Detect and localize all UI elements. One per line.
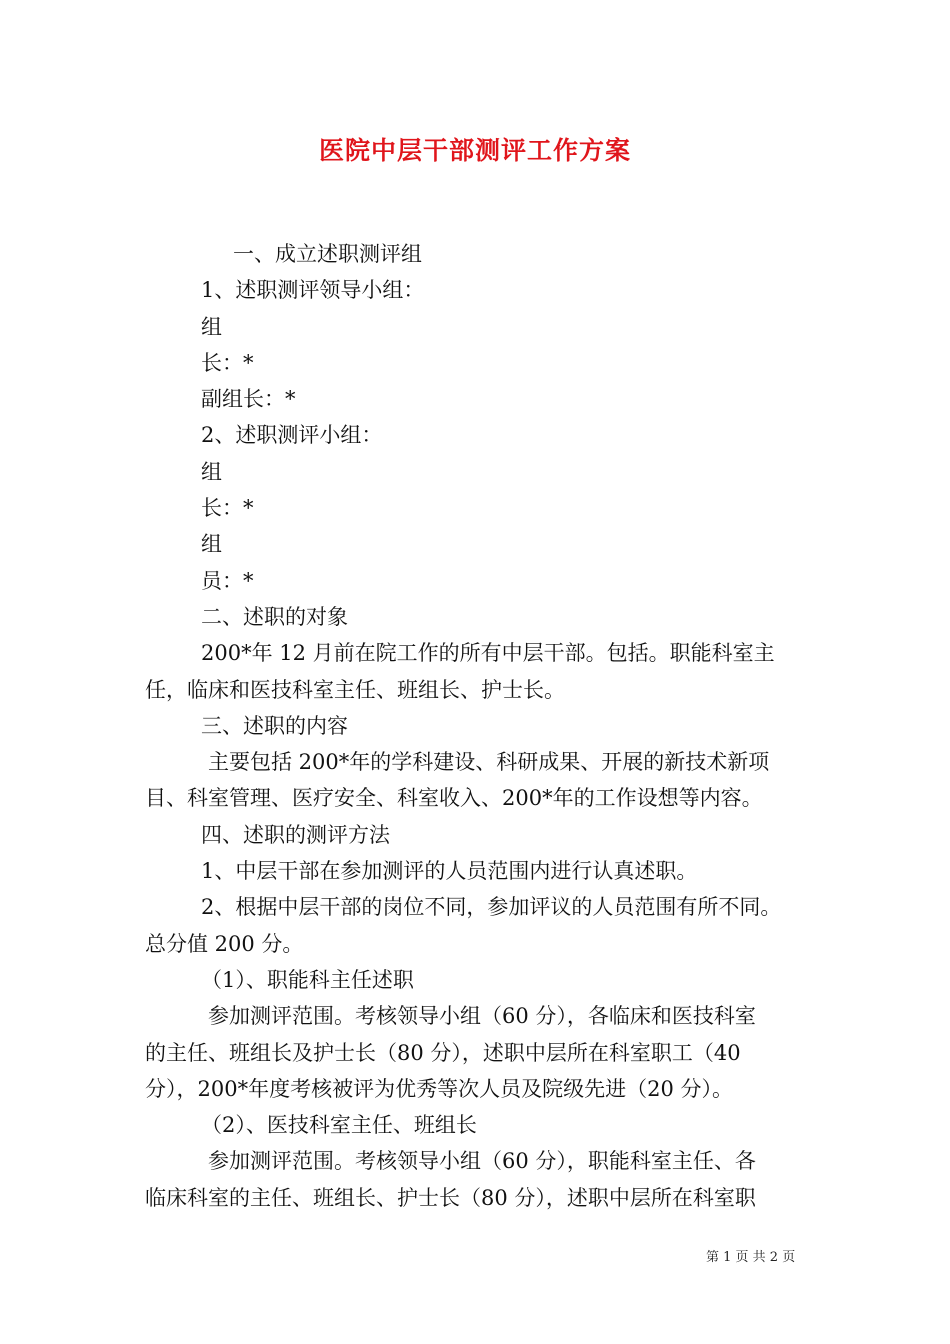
paragraph-line: 长：* — [201, 496, 254, 521]
paragraph-line: 一、成立述职测评组 — [233, 242, 422, 266]
paragraph-line: 主要包括 200*年的学科建设、科研成果、开展的新技术新项 — [208, 750, 770, 775]
paragraph-line: 临床科室的主任、班组长、护士长（80 分），述职中层所在科室职 — [145, 1185, 756, 1210]
paragraph-line: 二、述职的对象 — [201, 604, 348, 629]
paragraph-line: 四、述职的测评方法 — [201, 822, 390, 847]
paragraph-line: 任，临床和医技科室主任、班组长、护士长。 — [145, 677, 565, 702]
document-body — [145, 236, 810, 1216]
document-title: 医院中层干部测评工作方案 — [318, 136, 631, 165]
paragraph-line: 组 — [201, 314, 222, 339]
paragraph-line: 1、中层干部在参加测评的人员范围内进行认真述职。 — [201, 859, 698, 884]
paragraph-line: 参加测评范围。考核领导小组（60 分），职能科室主任、各 — [208, 1149, 756, 1174]
paragraph-line: 2、述职测评小组： — [201, 423, 383, 448]
paragraph-line: 200*年 12 月前在院工作的所有中层干部。包括。职能科室主 — [201, 641, 775, 666]
paragraph-line: 组 — [201, 532, 222, 557]
paragraph-line: 组 — [201, 459, 222, 484]
paragraph-line: 员：* — [201, 568, 254, 593]
paragraph-line: 2、根据中层干部的岗位不同，参加评议的人员范围有所不同。 — [201, 895, 782, 920]
paragraph-line: 1、述职测评领导小组： — [201, 278, 425, 303]
paragraph-line: （1）、职能科主任述职 — [201, 967, 414, 992]
paragraph-line: 总分值 200 分。 — [145, 931, 304, 956]
paragraph-line: （2）、医技科室主任、班组长 — [201, 1113, 477, 1138]
paragraph-line: 分），200*年度考核被评为优秀等次人员及院级先进（20 分）。 — [145, 1076, 733, 1101]
paragraph-line: 长：* — [201, 350, 254, 375]
paragraph-line: 参加测评范围。考核领导小组（60 分），各临床和医技科室 — [208, 1004, 756, 1029]
page-number: 第 1 页 共 2 页 — [706, 1250, 796, 1265]
paragraph-line: 的主任、班组长及护士长（80 分），述职中层所在科室职工（40 — [145, 1040, 741, 1065]
paragraph-line: 目、科室管理、医疗安全、科室收入、200*年的工作设想等内容。 — [145, 786, 763, 811]
paragraph-line: 副组长：* — [201, 387, 296, 412]
paragraph-line: 三、述职的内容 — [201, 713, 348, 738]
